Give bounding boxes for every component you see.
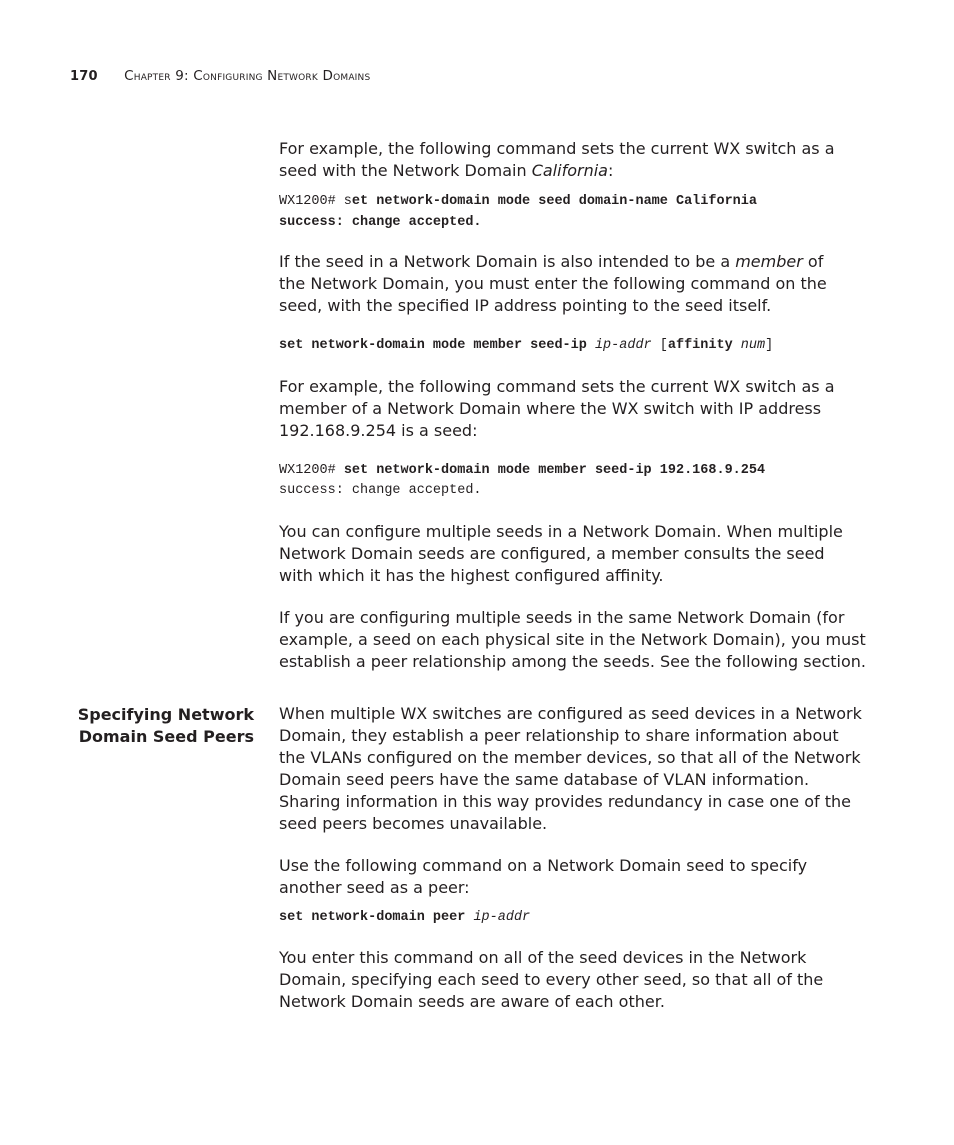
paragraph-peer-all-seeds: You enter this command on all of the seed devices in the Network Domain, specifying each seed to every other seed, so that all of the Network Domain seeds are aware of each other. xyxy=(279,948,824,1011)
section-heading-line-2: Domain Seed Peers xyxy=(78,727,254,746)
cli-command: set network-domain mode member seed-ip 192.168.9.254 xyxy=(343,462,766,478)
cli-command: set network-domain mode member seed-ip xyxy=(279,338,595,353)
paragraph-peer-relationship: If you are configuring multiple seeds in the same Network Domain (for example, a seed on each physical site in the Network Domain), you must establish a peer relationship among the seeds. See the following section. xyxy=(279,607,866,671)
emphasis-california: California xyxy=(531,161,608,180)
cli-argument: num xyxy=(740,338,766,353)
section-heading xyxy=(60,704,254,748)
paragraph-seed-example: For example, the following command sets the current WX switch as a seed with the Network Domain California: xyxy=(279,139,835,180)
code-syntax-member: set network-domain mode member seed-ip ip-addr [affinity num] xyxy=(279,338,774,353)
chapter-title: Chapter 9: Configuring Network Domains xyxy=(124,68,371,84)
paragraph-member-example: For example, the following command sets the current WX switch as a member of a Network Domain where the WX switch with IP address 192.168.9.254 is a seed: xyxy=(279,376,835,440)
section-heading-line-1: Specifying Network xyxy=(77,705,254,724)
cli-command: set network-domain peer xyxy=(279,909,474,925)
cli-command: et network-domain mode seed domain-name California xyxy=(351,194,757,209)
cli-argument: ip-addr xyxy=(594,338,652,353)
code-block-member xyxy=(279,461,869,502)
running-header xyxy=(70,68,370,84)
cli-prompt: WX1200# s xyxy=(279,194,352,209)
cli-prompt: WX1200# xyxy=(279,462,344,478)
emphasis-member: member xyxy=(735,252,803,271)
cli-keyword: affinity xyxy=(667,338,733,353)
page-number: 170 xyxy=(70,69,98,84)
cli-output: success: change accepted. xyxy=(279,483,482,498)
paragraph-multiple-seeds: You can configure multiple seeds in a Network Domain. When multiple Network Domain seeds are configured, a member consults the seed with which it has the highest configured affinity. xyxy=(279,521,843,585)
paragraph-member-seed: If the seed in a Network Domain is also intended to be a member of the Network Domain, you must enter the following command on the seed, with the specified IP address pointing to the seed itself. xyxy=(279,252,827,315)
paragraph-peer-command-intro: Use the following command on a Network Domain seed to specify another seed as a peer: xyxy=(279,855,808,897)
code-syntax-peer xyxy=(279,908,869,929)
cli-argument: ip-addr xyxy=(473,909,531,925)
cli-output: success: change accepted. xyxy=(279,214,482,230)
paragraph-seed-peers: When multiple WX switches are configured as seed devices in a Network Domain, they establish a peer relationship to share information about the VLANs configured on the member devices, so that all of the Network Domain seed peers have the same database of VLAN information. Sharing information in this way provides redundancy in case one of the seed peers becomes unavailable. xyxy=(279,703,862,833)
code-block-seed xyxy=(279,192,869,233)
body-content xyxy=(279,138,869,1013)
